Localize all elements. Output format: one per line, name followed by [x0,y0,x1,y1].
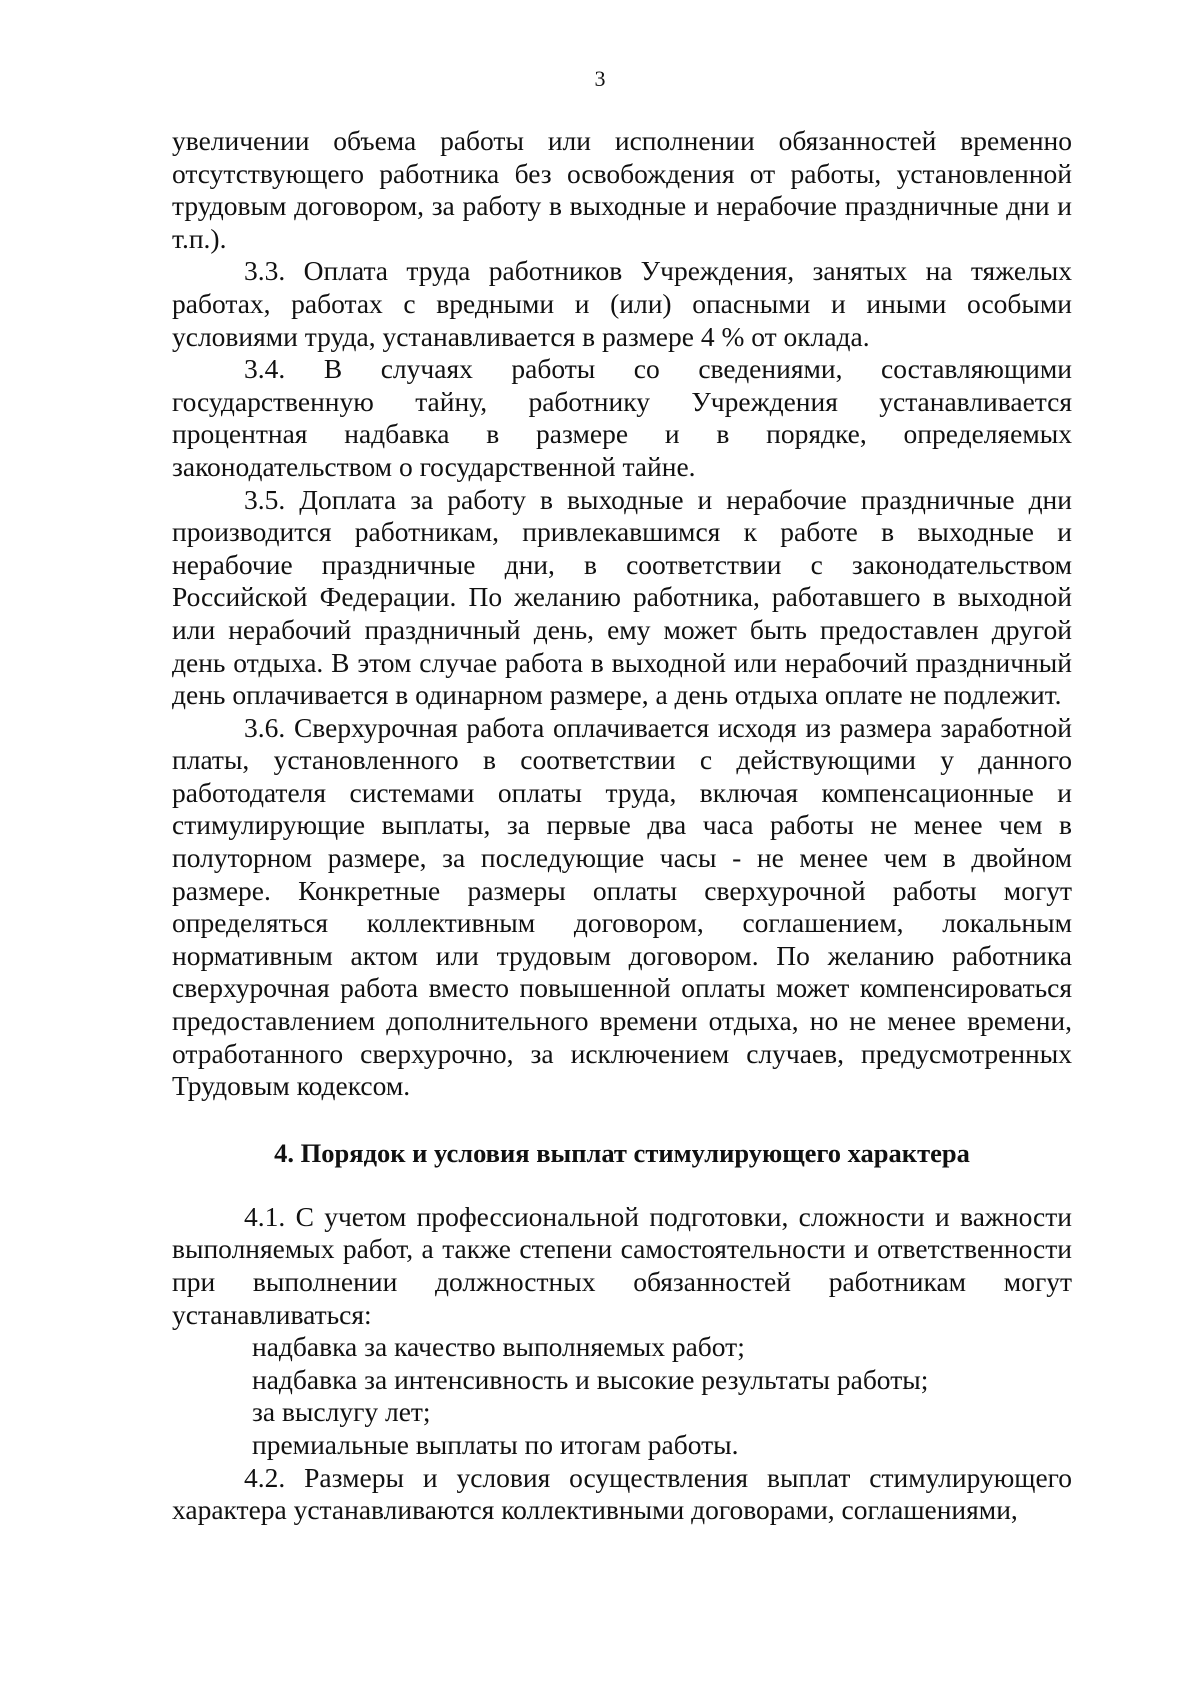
incentive-list [172,1331,1072,1461]
list-item: премиальные выплаты по итогам работы. [252,1428,739,1460]
paragraph-4-1: 4.1. С учетом профессиональной подготовки, сложности и важности выполняемых работ, а также степени самостоятельности и ответственности при выполнении должностных обязанностей работникам могут устанавливаться: [172,1200,1072,1330]
paragraph-4-2: 4.2. Размеры и условия осуществления выплат стимулирующего характера устанавливаются коллективными договорами, соглашениями, [172,1461,1072,1526]
list-item: надбавка за интенсивность и высокие результаты работы; [252,1363,929,1395]
list-item: за выслугу лет; [252,1396,431,1428]
document-body [172,125,1072,1527]
list-item: надбавка за качество выполняемых работ; [252,1331,745,1363]
paragraph-3-5: 3.5. Доплата за работу в выходные и нерабочие праздничные дни производится работникам, привлекавшимся к работе в выходные и нерабочие праздничные дни, в соответствии с законодательством Российской Федерации. По желанию работника, работавшего в выходной или нерабочий праздничный день, ему может быть предоставлен другой день отдыха. В этом случае работа в выходной или нерабочий праздничный день оплачивается в одинарном размере, а день отдыха оплате не подлежит. [172,483,1072,711]
paragraph-3-6: 3.6. Сверхурочная работа оплачивается исходя из размера заработной платы, установленного в соответствии с действующими у данного работодателя системами оплаты труда, включая компенсационные и стимулирующие выплаты, за первые два часа работы не менее чем в полуторном размере, за последующие часы - не менее чем в двойном размере. Конкретные размеры оплаты сверхурочной работы могут определяться коллективным договором, соглашением, локальным нормативным актом или трудовым договором. По желанию работника сверхурочная работа вместо повышенной оплаты может компенсироваться предоставлением дополнительного времени отдыха, но не менее времени, отработанного сверхурочно, за исключением случаев, предусмотренных Трудовым кодексом. [172,711,1072,1102]
section-heading-4: 4. Порядок и условия выплат стимулирующего характера [274,1137,970,1168]
paragraph-3-4: 3.4. В случаях работы со сведениями, составляющими государственную тайну, работнику Учреждения устанавливается процентная надбавка в размере и в порядке, определяемых законодательством о государственной тайне. [172,353,1072,482]
paragraph-3-3: 3.3. Оплата труда работников Учреждения, занятых на тяжелых работах, работах с вредными и (или) опасными и иными особыми условиями труда, устанавливается в размере 4 % от оклада. [172,255,1072,352]
page-number: 3 [594,66,606,91]
paragraph-continuation: увеличении объема работы или исполнении обязанностей временно отсутствующего работника без освобождения от работы, установленной трудовым договором, за работу в выходные и нерабочие праздничные дни и т.п.). [172,125,1072,254]
